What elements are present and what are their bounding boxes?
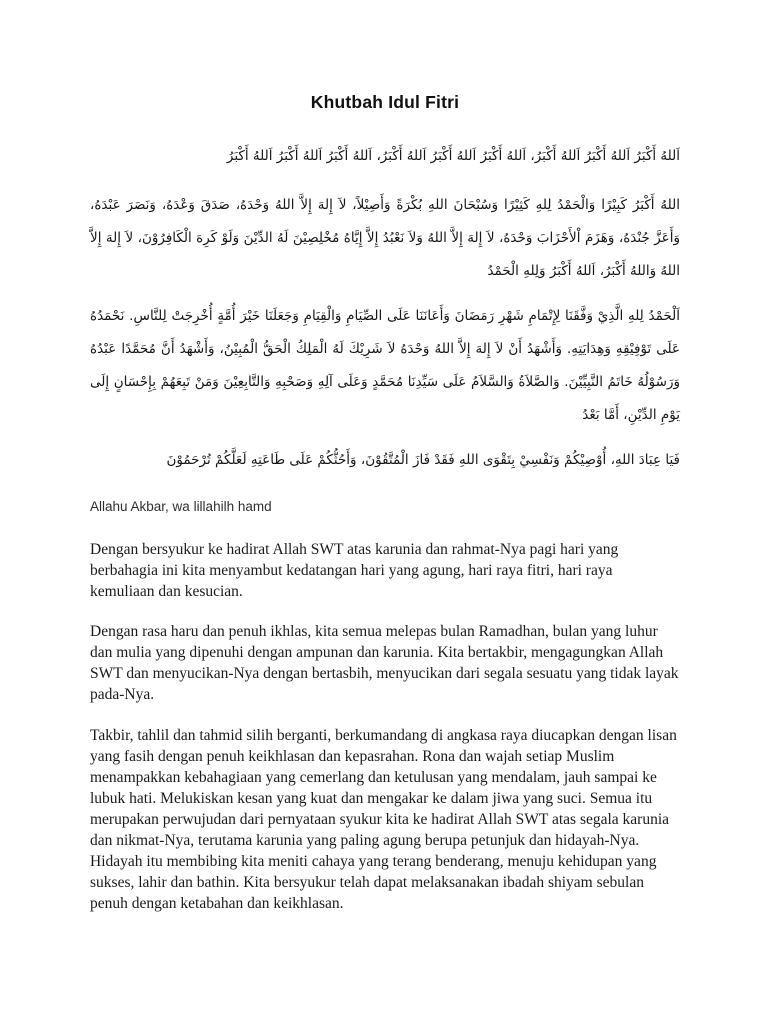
arabic-takbir-line: اَللهُ أَكْبَرُ اَللهُ أَكْبَرُ اَللهُ أَكْبَرُ، اَللهُ أَكْبَرُ اَللهُ أَكْبَرُ اَللهُ أَكْبَرُ، اَللهُ أَكْبَرُ اَللهُ أَكْبَرُ اَللهُ أَكْبَرُ bbox=[226, 148, 680, 164]
arabic-hamdalah-paragraph: اَلْحَمْدُ لِلهِ الَّذِيْ وَفَّقَنَا لِإِتْمَامِ شَهْرِ رَمَضَانَ وَأَعَانَنَا عَلَى الصِّيَامِ وَالْقِيَامِ وَجَعَلَنَا خَيْرَ أُمَّةٍ أُخْرِجَتْ لِلنَّاسِ. نَحْمَدُهُ عَلَى تَوْفِيْقِهِ وَهِدَايَتِهِ. وَأَشْهَدُ أَنْ لاَ إِلهَ إِلاَّ اللهُ وَحْدَهُ لاَ شَرِيْكَ لَهُ الْمَلِكُ الْحَقُّ الْمُبِيْنُ، وَأَشْهَدُ أَنَّ مُحَمَّدًا عَبْدُهُ وَرَسُوْلُهُ خَاتَمُ النَّبِيِّيْنَ. وَالصَّلاَةُ وَالسَّلاَمُ عَلَى سَيِّدِنَا مُحَمَّدٍ وَعَلَى آلِهِ وَصَحْبِهِ وَالتَّابِعِيْنَ وَمَنْ تَبِعَهُمْ بِإِحْسَانٍ إِلَى يَوْمِ الدِّيْنِ، أَمَّا بَعْدُ bbox=[90, 308, 680, 423]
body-paragraph-2: Dengan rasa haru dan penuh ikhlas, kita semua melepas bulan Ramadhan, bulan yang luhur dan mulia yang dipenuhi dengan ampunan dan karunia. Kita bertakbir, mengagungkan Allah SWT dan menyucikan-Nya dengan bertasbih, menyucikan dari segala sesuatu yang tidak layak pada-Nya. bbox=[90, 623, 679, 703]
body-paragraph-3: Takbir, tahlil dan tahmid silih berganti, berkumandang di angkasa raya diucapkan dengan lisan yang fasih dengan penuh keikhlasan dan kepasrahan. Rona dan wajah setiap Muslim menampakkan kebahagiaan yang cemerlang dan ketulusan yang mendalam, jauh sampai ke lubuk hati. Melukiskan kesan yang kuat dan mengakar ke dalam jiwa yang suci. Semua itu merupakan perwujudan dari pernyataan syukur kita ke hadirat Allah SWT atas segala karunia dan nikmat-Nya, terutama karunia yang paling agung berupa petunjuk dan hidayah-Nya. Hidayah itu membibing kita meniti cahaya yang terang benderang, menuju kehidupan yang sukses, lahir dan bathin. Kita bersyukur telah dapat melaksanakan ibadah shiyam sebulan penuh dengan ketabahan dan keikhlasan. bbox=[90, 727, 677, 912]
arabic-wasiat-line: فَيَا عِبَادَ اللهِ، أُوْصِيْكُمْ وَنَفْسِيْ بِتَقْوَى اللهِ فَقَدْ فَازَ الْمُتَّقُوْنَ، وَأَحُثُّكُمْ عَلَى طَاعَتِهِ لَعَلَّكُمْ تُرْحَمُوْنَ bbox=[166, 452, 680, 468]
arabic-takbir-paragraph: اللهُ أَكْبَرُ كَبِيْرًا وَالْحَمْدُ لِلهِ كَثِيْرًا وَسُبْحَانَ اللهِ بُكْرَةً وَأَصِيْلاً، لاَ إِلهَ إِلاَّ اللهُ وَحْدَهُ، صَدَقَ وَعْدَهُ، وَنَصَرَ عَبْدَهُ، وَأَعَزَّ جُنْدَهُ، وَهَزَمَ اْلأَحْزَابَ وَحْدَهُ، لاَ إِلهَ إِلاَّ اللهُ وَلاَ نَعْبُدُ إِلاَّ إِيَّاهُ مُخْلِصِيْنَ لَهُ الدِّيْنَ وَلَوْ كَرِهَ الْكَافِرُوْنَ، لاَ إِلهَ إِلاَّ اللهُ وَاللهُ أَكْبَرُ، اَللهُ أَكْبَرُ وَلِلهِ الْحَمْدُ bbox=[90, 197, 680, 279]
body-paragraph-1: Dengan bersyukur ke hadirat Allah SWT atas karunia dan rahmat-Nya pagi hari yang berbahagia ini kita menyambut kedatangan hari yang agung, hari raya fitri, hari raya kemuliaan dan kesucian. bbox=[90, 541, 619, 600]
takbir-subheading: Allahu Akbar, wa lillahilh hamd bbox=[90, 499, 272, 514]
page-title: Khutbah Idul Fitri bbox=[310, 92, 460, 112]
